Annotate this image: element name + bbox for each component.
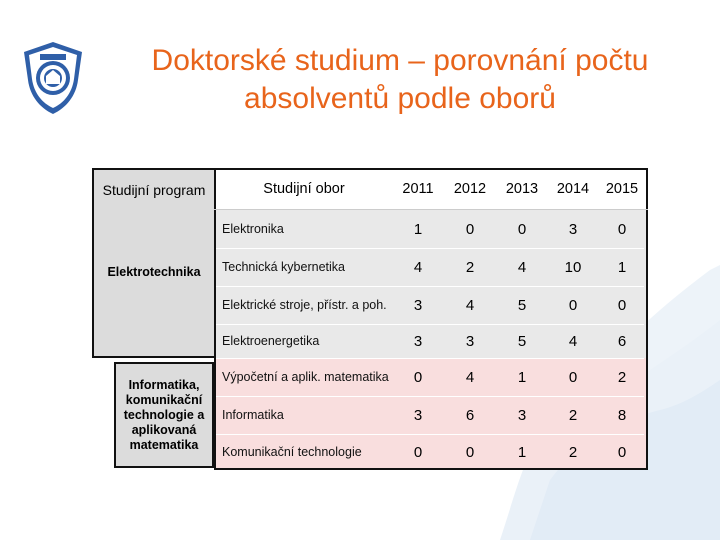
value-cell: 6: [598, 324, 646, 358]
value-cell: 4: [496, 248, 548, 286]
value-cell: 0: [548, 286, 598, 324]
value-cell: 1: [598, 248, 646, 286]
obor-cell: Technická kybernetika: [216, 248, 392, 286]
value-cell: 3: [392, 324, 444, 358]
value-cell: 10: [548, 248, 598, 286]
header-rule: [214, 209, 648, 210]
value-cell: 2: [548, 434, 598, 470]
value-cell: 0: [444, 210, 496, 248]
value-cell: 1: [496, 434, 548, 470]
header-year: 2014: [548, 168, 598, 210]
header-year: 2015: [598, 168, 646, 210]
table-frame: [214, 168, 648, 470]
obor-cell: Informatika: [216, 396, 392, 434]
slide-title-line-2: absolventů podle oborů: [244, 82, 556, 115]
value-cell: 5: [496, 324, 548, 358]
value-cell: 4: [392, 248, 444, 286]
header-year: 2013: [496, 168, 548, 210]
header-program: Studijní program: [92, 168, 216, 210]
value-cell: 3: [444, 324, 496, 358]
slide-title: [100, 42, 700, 118]
header-obor: Studijní obor: [216, 168, 392, 210]
value-cell: 0: [548, 358, 598, 396]
program-cell: Informatika, komunikační technologie a aplikovaná matematika: [114, 362, 214, 468]
value-cell: 0: [392, 358, 444, 396]
header-year: 2011: [392, 168, 444, 210]
university-logo: [22, 40, 84, 116]
value-cell: 4: [548, 324, 598, 358]
obor-cell: Výpočetní a aplik. matematika: [216, 358, 392, 396]
value-cell: 0: [598, 210, 646, 248]
value-cell: 0: [598, 286, 646, 324]
obor-cell: Elektronika: [216, 210, 392, 248]
value-cell: 0: [392, 434, 444, 470]
value-cell: 3: [392, 286, 444, 324]
value-cell: 4: [444, 286, 496, 324]
value-cell: 2: [444, 248, 496, 286]
obor-cell: Komunikační technologie: [216, 434, 392, 470]
value-cell: 3: [392, 396, 444, 434]
value-cell: 0: [444, 434, 496, 470]
value-cell: 6: [444, 396, 496, 434]
value-cell: 0: [598, 434, 646, 470]
value-cell: 3: [548, 210, 598, 248]
value-cell: 1: [496, 358, 548, 396]
program-cell: Elektrotechnika: [92, 208, 216, 358]
value-cell: 0: [496, 210, 548, 248]
header-year: 2012: [444, 168, 496, 210]
value-cell: 2: [548, 396, 598, 434]
value-cell: 5: [496, 286, 548, 324]
value-cell: 1: [392, 210, 444, 248]
value-cell: 4: [444, 358, 496, 396]
obor-cell: Elektroenergetika: [216, 324, 392, 358]
obor-cell: Elektrické stroje, přístr. a poh.: [216, 286, 392, 324]
slide-title-line-1: Doktorské studium – porovnání počtu: [151, 44, 649, 77]
value-cell: 2: [598, 358, 646, 396]
value-cell: 3: [496, 396, 548, 434]
value-cell: 8: [598, 396, 646, 434]
